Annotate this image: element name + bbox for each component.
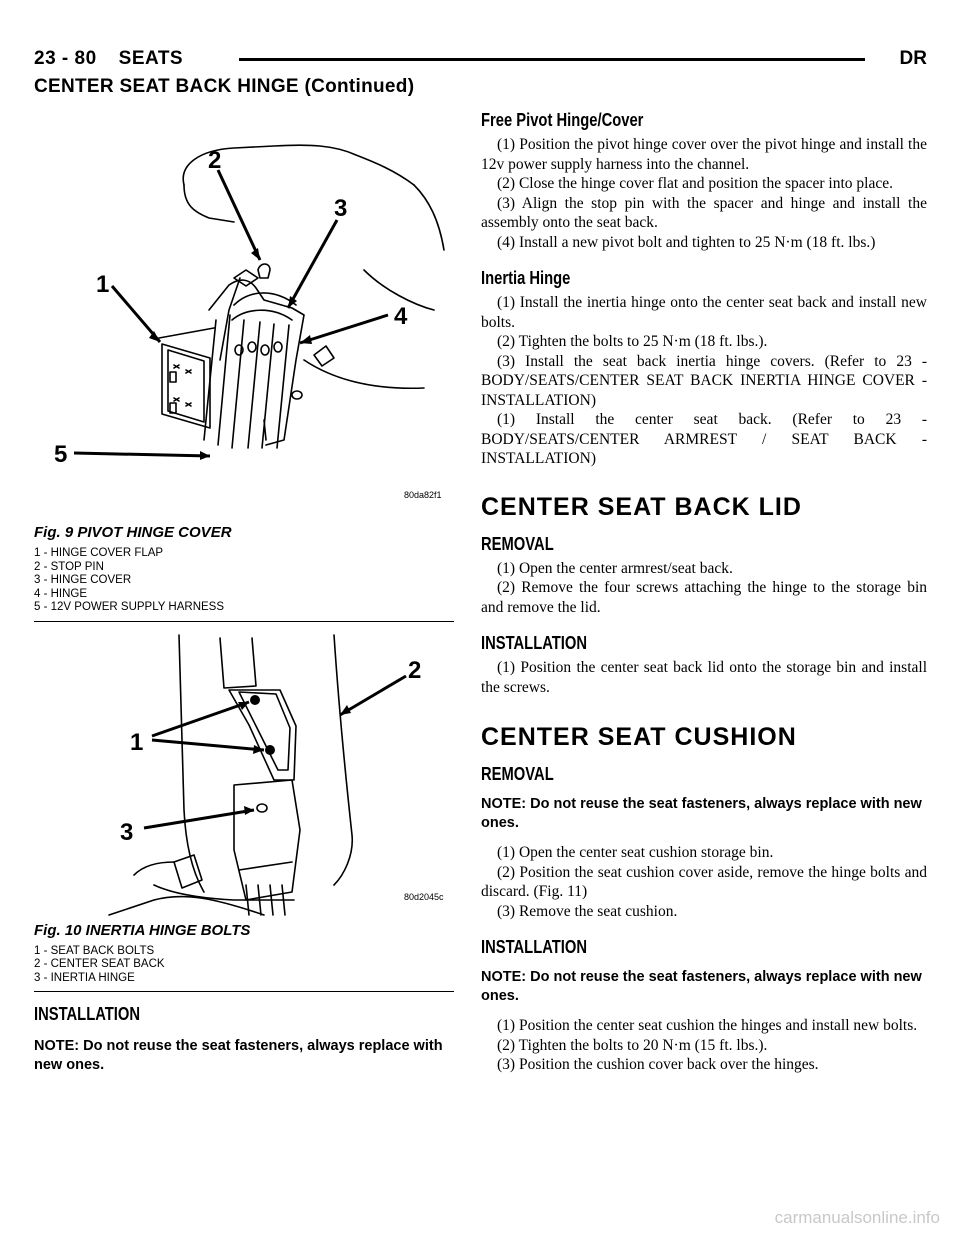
step: (4) Install a new pivot bolt and tighten to 25 N·m (18 ft. lbs.) — [497, 233, 876, 251]
cushion-removal-heading: REMOVAL — [481, 764, 554, 784]
legend-item: 2 - STOP PIN — [34, 560, 104, 573]
legend-item: 2 - CENTER SEAT BACK — [34, 958, 165, 970]
callout-2: 2 — [208, 147, 222, 174]
callout-5: 5 — [54, 441, 68, 468]
figure-9-pivot-hinge-cover — [34, 110, 454, 622]
legend-item: 4 - HINGE — [34, 587, 88, 600]
callout-1: 1 — [96, 271, 110, 298]
pivot-hinge-illustration — [34, 110, 454, 522]
step: (1) Install the inertia hinge onto the center seat back and install new bolts. — [481, 294, 927, 331]
figure-10-inertia-hinge-bolts — [34, 630, 454, 993]
step: (2) Tighten the bolts to 20 N·m (15 ft. lbs.). — [497, 1036, 768, 1054]
step: (2) Position the seat cushion cover aside, remove the hinge bolts and discard. (Fig. 11) — [481, 863, 927, 900]
free-pivot-heading: Free Pivot Hinge/Cover — [481, 110, 644, 130]
free-pivot-steps — [481, 135, 927, 252]
page-header — [34, 44, 927, 74]
step: (3) Remove the seat cushion. — [497, 902, 678, 920]
model-code: DR — [899, 48, 927, 69]
step: (1) Position the pivot hinge cover over the pivot hinge and install the 12v power supply harness into the channel. — [481, 136, 927, 173]
inertia-hinge-steps — [481, 293, 927, 469]
legend-item: 3 - HINGE COVER — [34, 574, 132, 586]
legend-item: 1 - SEAT BACK BOLTS — [34, 944, 155, 957]
step: (2) Remove the four screws attaching the hinge to the storage bin and remove the lid. — [481, 579, 927, 616]
step: (3) Align the stop pin with the spacer and hinge and install the assembly onto the seat back. — [481, 194, 927, 231]
figure-10-legend — [34, 945, 454, 986]
cushion-installation-heading: INSTALLATION — [481, 937, 588, 957]
cushion-removal-note: NOTE: Do not reuse the seat fasteners, always replace with new ones. — [481, 796, 922, 831]
seat-cushion-title: CENTER SEAT CUSHION — [481, 723, 797, 751]
continued-title: CENTER SEAT BACK HINGE (Continued) — [34, 76, 415, 97]
lid-removal-steps — [481, 559, 927, 618]
installation-note: NOTE: Do not reuse the seat fasteners, always replace with new ones. — [34, 1038, 443, 1073]
header-rule — [239, 58, 865, 61]
lid-removal-heading: REMOVAL — [481, 533, 554, 554]
figure-10-code: 80d2045c — [404, 891, 444, 902]
seat-back-lid-title: CENTER SEAT BACK LID — [481, 492, 802, 521]
callout-2: 2 — [408, 656, 422, 684]
step: (1) Open the center seat cushion storage bin. — [497, 844, 774, 861]
callout-1: 1 — [130, 728, 144, 756]
inertia-hinge-heading: Inertia Hinge — [481, 268, 571, 288]
watermark: carmanualsonline.info — [774, 1208, 940, 1227]
legend-item: 5 - 12V POWER SUPPLY HARNESS — [34, 601, 225, 613]
cushion-removal-steps — [481, 843, 927, 921]
step: (2) Tighten the bolts to 25 N·m (18 ft. lbs.). — [497, 333, 768, 350]
divider — [34, 621, 454, 622]
installation-heading: INSTALLATION — [34, 1004, 141, 1024]
figure-10-caption: Fig. 10 INERTIA HINGE BOLTS — [34, 921, 251, 939]
lid-installation-steps — [481, 658, 927, 697]
callout-4: 4 — [394, 303, 408, 330]
cushion-installation-note: NOTE: Do not reuse the seat fasteners, always replace with new ones. — [481, 969, 922, 1004]
legend-item: 1 - HINGE COVER FLAP — [34, 547, 164, 559]
step: (1) Position the center seat back lid onto the storage bin and install the screws. — [481, 659, 927, 696]
left-installation-section — [34, 1004, 454, 1075]
legend-item: 3 - INERTIA HINGE — [34, 971, 135, 984]
step: (1) Open the center armrest/seat back. — [497, 559, 733, 577]
cushion-installation-steps — [481, 1016, 927, 1075]
lid-installation-heading: INSTALLATION — [481, 633, 588, 653]
left-column — [34, 110, 454, 1075]
callout-3: 3 — [334, 195, 348, 222]
page-number: 23 - 80 — [34, 48, 97, 69]
step: (3) Position the cushion cover back over the hinges. — [497, 1056, 819, 1073]
figure-9-caption: Fig. 9 PIVOT HINGE COVER — [34, 524, 232, 541]
step: (2) Close the hinge cover flat and position the spacer into place. — [497, 175, 893, 192]
figure-9-code: 80da82f1 — [404, 490, 442, 500]
step: (3) Install the seat back inertia hinge covers. (Refer to 23 - BODY/SEATS/CENTER SEAT BACK INERTIA HINGE COVER - INSTALLATION) — [481, 352, 927, 409]
figure-9-legend — [34, 547, 454, 615]
callout-3: 3 — [120, 818, 134, 846]
section-name: SEATS — [118, 48, 184, 69]
right-column — [481, 110, 927, 1075]
divider — [34, 991, 454, 992]
inertia-hinge-illustration — [34, 630, 454, 920]
step: (1) Position the center seat cushion the hinges and install new bolts. — [497, 1017, 918, 1034]
step: (1) Install the center seat back. (Refer to 23 - BODY/SEATS/CENTER ARMREST / SEAT BACK - INSTALLATION) — [481, 411, 927, 467]
